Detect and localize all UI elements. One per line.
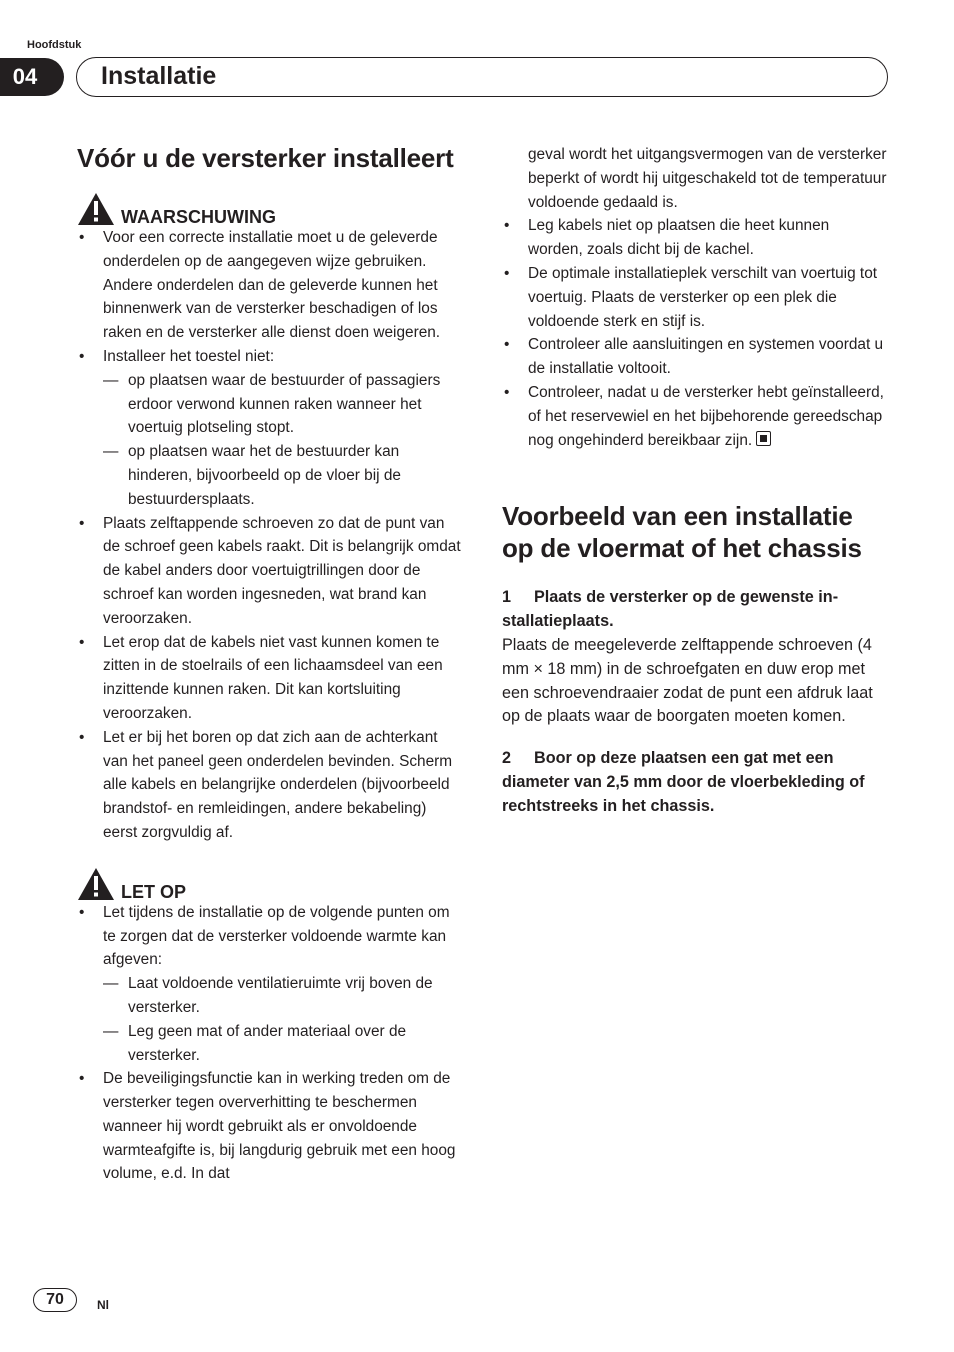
list-item: • Let tijdens de installatie op de volgende punten om te zorgen dat de versterker voldoende warmte kan afgeven: [77,901,463,972]
chapter-number: 04 [0,58,64,96]
step-2-number: 2 [502,749,512,768]
list-item: • De beveiligingsfunctie kan in werking treden om de versterker tegen oververhitting te beschermen wanneer hij wordt gebruikt als er onvoldoende warmteafgifte is, bij langdurig gebruik met een hoog volume, e.d. In dat [77,1067,463,1186]
list-item [502,381,888,452]
language-code: Nl [97,1298,109,1312]
section-heading-installation-example: Voorbeeld van een installatie op de vloermat of het chassis [502,501,862,564]
warning-header [77,190,463,226]
caution-header [77,865,463,901]
list-item: • De optimale installatieplek verschilt van voertuig tot voertuig. Plaats de versterker op een plek die voldoende sterk en stijf is. [502,262,888,333]
step-1-body: Plaats de meegeleverde zelftappende schroeven (4 mm × 18 mm) in de schroefgaten en duw erop met een schroevendraaier zodat de punt een afdruk laat op de plaats waar de boorgaten moeten komen. [502,635,873,726]
chapter-title: Installatie [101,62,217,90]
list-item: • Plaats zelftappende schroeven zo dat de punt van de schroef geen kabels raakt. Dit is belangrijk omdat de kabel anders door voertuigtrillingen door de schroef kan worden ingesneden, wat brand kan veroorzaken. [77,512,463,631]
step-1-number: 1 [502,588,512,607]
chapter-title-box [76,57,888,97]
chapter-label: Hoofdstuk [27,39,82,51]
sub-list-item: — op plaatsen waar de bestuurder of passagiers erdoor verwond kunnen raken wanneer het voertuig plotseling stopt. [77,369,463,440]
caution-title: LET OP [121,881,187,902]
list-item: • Installeer het toestel niet: [77,345,463,369]
list-item: • Let erop dat de kabels niet vast kunnen komen te zitten in de stoelrails of een lichaamsdeel van een inzittende kunnen raken. Dit kan kortsluiting veroorzaken. [77,631,463,726]
sub-list-item: — Laat voldoende ventilatieruimte vrij boven de versterker. [77,972,463,1020]
step-1 [502,586,888,729]
sub-list-item: — op plaatsen waar het de bestuurder kan hinderen, bijvoorbeeld op de vloer bij de bestuurdersplaats. [77,440,463,511]
list-item: • Leg kabels niet op plaatsen die heet kunnen worden, zoals dicht bij de kachel. [502,214,888,262]
continued-paragraph: geval wordt het uitgangsvermogen van de versterker beperkt of wordt hij uitgeschakeld tot de temperatuur voldoende gedaald is. [528,146,887,211]
step-1-title-text: Plaats de versterker op de gewenste installatieplaats. [502,588,839,631]
page-number: 70 [33,1288,77,1312]
step-2-title-text: Boor op deze plaatsen een gat met een diameter van 2,5 mm door de vloerbekleding of rechtstreeks in het chassis. [502,749,865,815]
warning-triangle-icon [77,192,115,226]
step-2 [502,747,888,818]
list-item: • Let er bij het boren op dat zich aan de achterkant van het paneel geen onderdelen bevinden. Scherm alle kabels en belangrijke onderdelen (bijvoorbeeld brandstof- en remleidingen, andere bekabeling) eerst zorgvuldig af. [77,726,463,845]
caution-list [77,901,463,1187]
end-of-section-icon [756,431,771,446]
right-column [502,143,888,819]
warning-title: WAARSCHUWING [121,207,276,227]
caution-triangle-icon [77,867,115,901]
list-item: • Controleer alle aansluitingen en systemen voordat u de installatie voltooit. [502,333,888,381]
sub-list-item: — Leg geen mat of ander materiaal over de versterker. [77,1020,463,1068]
caution-list-continued [502,214,888,452]
warning-list [77,226,463,845]
step-2-title [502,747,888,818]
left-column [77,142,463,1186]
section-heading-before-install: Vóór u de versterker installeert [77,143,454,173]
list-item: • Voor een correcte installatie moet u de geleverde onderdelen op de aangegeven wijze gebruiken. Andere onderdelen dan de geleverde kunnen het binnenwerk van de versterker beschadigen of los raken en de versterker alle dienst doen weigeren. [77,226,463,345]
list-item-text: Controleer, nadat u de versterker hebt geïnstalleerd, of het reservewiel en het bijbehorende gereedschap nog ongehinderd bereikbaar zijn. [528,383,884,449]
step-1-title [502,586,888,634]
